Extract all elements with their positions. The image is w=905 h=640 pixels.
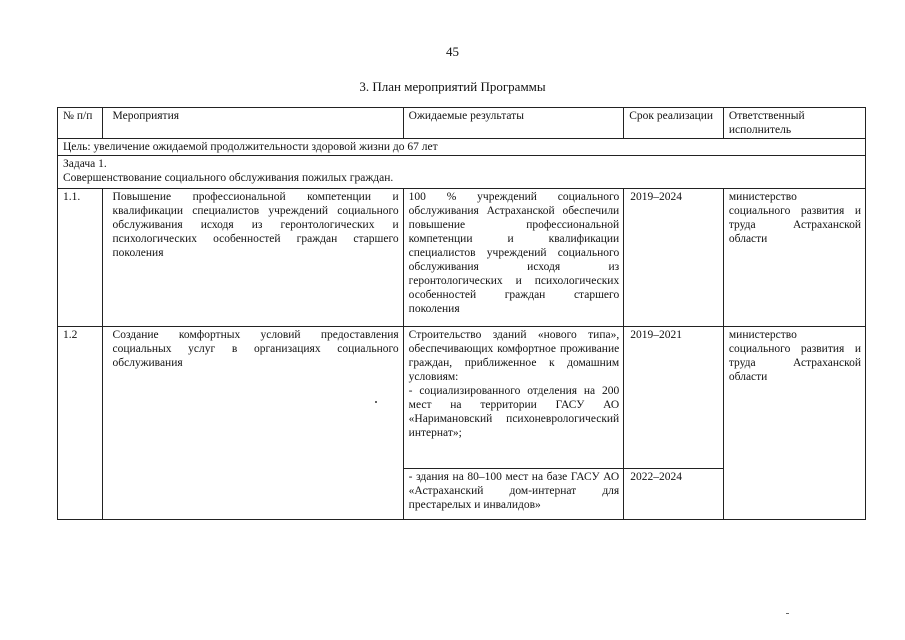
- row-result-b: - здания на 80–100 мест на базе ГАСУ АО «Астраханский дом-интернат для престарелых и инвалидов»: [403, 469, 624, 520]
- row-activity: Создание комфортных условий предоставления социальных услуг в организациях социального обслуживания: [102, 327, 403, 520]
- header-responsible: Ответственный исполнитель: [723, 108, 865, 139]
- row-responsible: министерство социального развития и труда Астраханской области: [723, 189, 865, 327]
- row-result-intro: Строительство зданий «нового типа», обеспечивающих комфортное проживание граждан, приближенное к домашним условиям:: [408, 329, 620, 383]
- row-result-a-cell: [403, 327, 624, 469]
- row-term-b: 2022–2024: [624, 469, 724, 520]
- row-responsible: министерство социального развития и труда Астраханской области: [723, 327, 865, 520]
- table-header-row: [58, 108, 866, 139]
- row-term-a: 2019–2021: [624, 327, 724, 469]
- header-term: Срок реализации: [624, 108, 724, 139]
- row-term: 2019–2024: [624, 189, 724, 327]
- row-num: 1.1.: [58, 189, 103, 327]
- row-result-a: - социализированного отделения на 200 мест на территории ГАСУ АО «Наримановский психоневрологический интернат»;: [408, 385, 620, 439]
- task-label: Задача 1.: [63, 158, 107, 170]
- scan-mark: [786, 613, 789, 614]
- header-results: Ожидаемые результаты: [403, 108, 624, 139]
- header-activities: Мероприятия: [102, 108, 403, 139]
- header-num: № п/п: [58, 108, 103, 139]
- row-num: 1.2: [58, 327, 103, 520]
- table-row: [58, 189, 866, 327]
- page-number: 45: [446, 44, 459, 59]
- section-title: 3. План мероприятий Программы: [359, 79, 546, 94]
- task-cell: [58, 156, 866, 189]
- task-row: [58, 156, 866, 189]
- table-row: [58, 327, 866, 469]
- goal-row: [58, 139, 866, 156]
- scan-speck: [375, 401, 377, 403]
- plan-table: [57, 107, 866, 520]
- task-text: Совершенствование социального обслуживания пожилых граждан.: [63, 172, 394, 184]
- row-result: 100 % учреждений социального обслуживания Астраханской обеспечили повышение профессиональной компетенции и квалификации специалистов учреждений социального обслуживания исходя из геронтологических и психологических особенностей граждан старшего поколения: [403, 189, 624, 327]
- goal-text: Цель: увеличение ожидаемой продолжительности здоровой жизни до 67 лет: [58, 139, 866, 156]
- row-activity: Повышение профессиональной компетенции и квалификации специалистов учреждений социального обслуживания исходя из геронтологических и психологических особенностей граждан старшего поколения: [102, 189, 403, 327]
